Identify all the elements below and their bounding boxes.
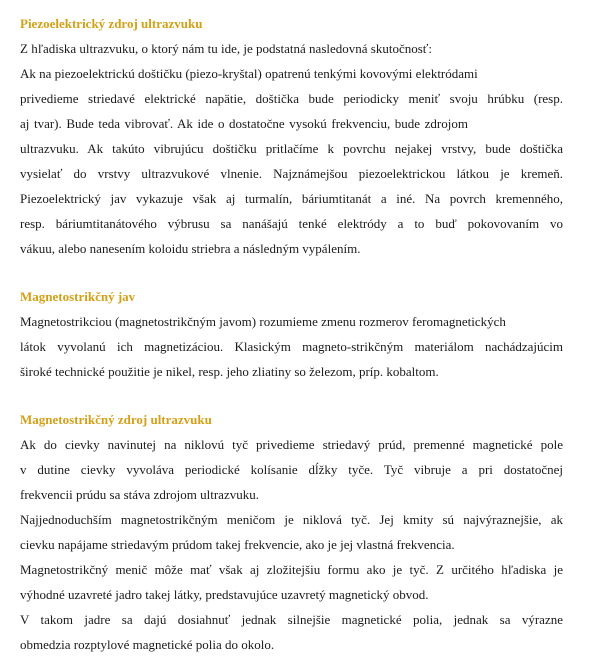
text-line: aj tvar). Bude teda vibrovať. Ak ide o dostatočne vysokú frekvenciu, bude zdrojom — [20, 116, 468, 131]
section-heading-magnetostrictive-source: Magnetostrikčný zdroj ultrazvuku — [20, 412, 212, 427]
text-line: vákuu, alebo nanesením koloidu striebra a následným vypálením. — [20, 241, 361, 256]
text-line: vysielať do vrstvy ultrazvukové vlnenie. Najznámejšou piezoelektrickou látkou je kremeň. — [20, 166, 563, 181]
text-line: Magnetostrikčný menič môže mať však aj zložitejšiu formu ako je tyč. Z určitého hľadiska je — [20, 562, 563, 577]
text-line: obmedzia rozptylové magnetické polia do okolo. — [20, 637, 275, 652]
text-line: látok vyvolanú ich magnetizáciou. Klasickým magneto-strikčným materiálom nachádzajúcim — [20, 339, 563, 354]
text-line: Ak do cievky navinutej na niklovú tyč privedieme striedavý prúd, premenné magnetické pole — [20, 437, 563, 452]
text-line: široké technické použitie je nikel, resp. jeho zliatiny so železom, príp. kobaltom. — [20, 364, 439, 379]
text-line: V takom jadre sa dajú dosiahnuť jednak silnejšie magnetické polia, jednak sa výrazne — [20, 612, 563, 627]
text-line: v dutine cievky vyvoláva periodické kolísanie dĺžky tyče. Tyč vibruje a pri dostatočnej — [20, 462, 563, 477]
text-line: Z hľadiska ultrazvuku, o ktorý nám tu ide, je podstatná nasledovná skutočnosť: — [20, 41, 432, 56]
text-line: resp. báriumtitanátového výbrusu sa nanášajú tenké elektródy a to buď pokovovaním vo — [20, 216, 563, 231]
text-line: privedieme striedavé elektrické napätie, doštička bude periodicky meniť svoju hrúbku (resp. — [20, 91, 563, 106]
text-line: Piezoelektrický jav vykazuje však aj turmalín, báriumtitanát a iné. Na povrch kremenného, — [20, 191, 563, 206]
section-heading-piezoelectric-source: Piezoelektrický zdroj ultrazvuku — [20, 16, 203, 31]
section-heading-magnetostriction: Magnetostrikčný jav — [20, 289, 136, 304]
text-line: výhodné uzavreté jadro takej látky, predstavujúce uzavretý magnetický obvod. — [20, 587, 429, 602]
text-line: Magnetostrikciou (magnetostrikčným javom) rozumieme zmenu rozmerov feromagnetických — [20, 314, 506, 329]
text-line: Najjednoduchším magnetostrikčným meničom je niklová tyč. Jej kmity sú najvýraznejšie, ak — [20, 512, 563, 527]
text-line: cievku napájame striedavým prúdom takej frekvencie, ako je jej vlastná frekvencia. — [20, 537, 455, 552]
text-line: ultrazvuku. Ak takúto vibrujúcu doštičku pritlačíme k povrchu nejakej vrstvy, bude doštička — [20, 141, 563, 156]
text-line: frekvencii prúdu sa stáva zdrojom ultrazvuku. — [20, 487, 259, 502]
text-line: Ak na piezoelektrickú doštičku (piezo-kryštal) opatrenú tenkými kovovými elektródami — [20, 66, 478, 81]
